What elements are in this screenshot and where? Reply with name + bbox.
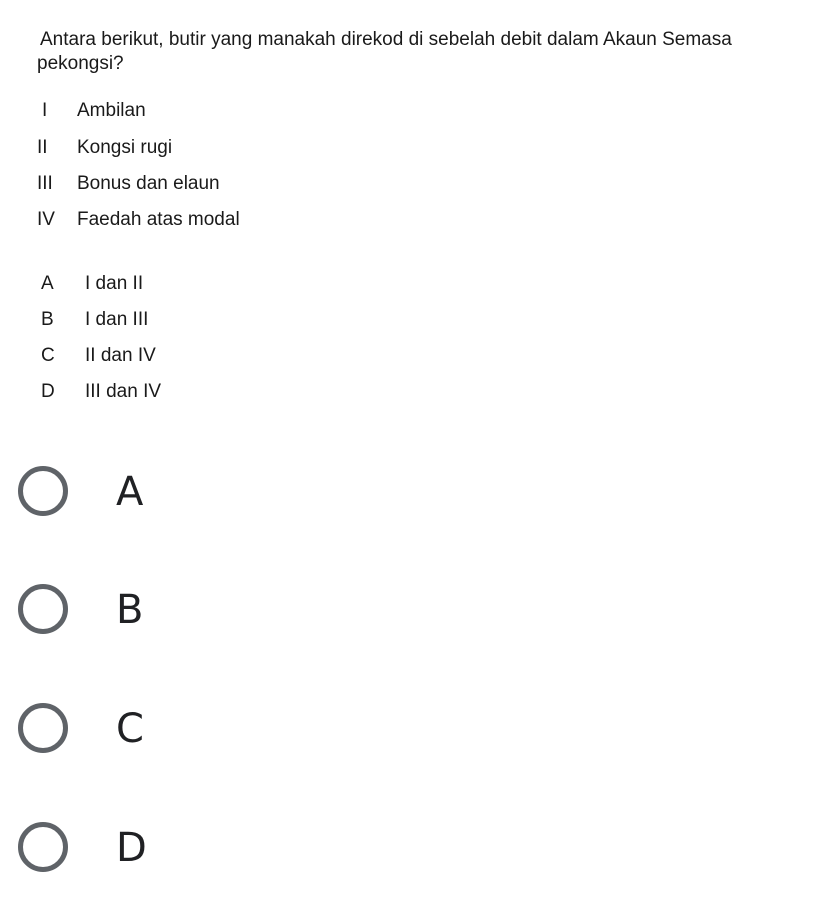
statement-item <box>37 172 220 196</box>
question-line-2: pekongsi? <box>37 53 124 74</box>
choice-item <box>41 380 161 404</box>
statement-text: Faedah atas modal <box>77 209 240 230</box>
statement-text: Ambilan <box>77 100 146 121</box>
choice-text: I dan II <box>85 273 144 294</box>
radio-option-d[interactable] <box>18 822 318 888</box>
radio-button[interactable] <box>18 822 68 872</box>
statement-item <box>37 99 146 123</box>
statement-text: Bonus dan elaun <box>77 173 220 194</box>
option-label[interactable]: A <box>116 469 144 515</box>
radio-button[interactable] <box>18 703 68 753</box>
statement-number: IV <box>37 209 55 230</box>
option-label[interactable]: B <box>116 587 144 633</box>
choice-item <box>41 308 148 332</box>
option-label[interactable]: C <box>116 706 144 752</box>
option-label[interactable]: D <box>116 825 147 871</box>
question-image <box>0 0 826 430</box>
choice-letter: B <box>41 309 54 330</box>
statement-item <box>37 136 172 160</box>
radio-option-c[interactable] <box>18 703 318 769</box>
choice-text: III dan IV <box>85 381 162 402</box>
statement-item <box>37 208 240 232</box>
question-line-1: Antara berikut, butir yang manakah direkod di sebelah debit dalam Akaun Semasa <box>40 29 732 50</box>
choice-item <box>41 344 156 368</box>
choice-letter: D <box>41 381 55 402</box>
statement-number: II <box>37 137 48 158</box>
choice-item <box>41 272 143 296</box>
statement-number: III <box>37 173 53 194</box>
choice-text: I dan III <box>85 309 149 330</box>
choice-letter: C <box>41 345 55 366</box>
choice-text: II dan IV <box>85 345 156 366</box>
radio-button[interactable] <box>18 584 68 634</box>
statement-number: I <box>42 100 48 121</box>
choice-letter: A <box>41 273 54 294</box>
radio-button[interactable] <box>18 466 68 516</box>
radio-option-b[interactable] <box>18 584 318 650</box>
radio-option-a[interactable] <box>18 466 318 532</box>
question-text <box>37 28 822 76</box>
statement-text: Kongsi rugi <box>77 137 173 158</box>
